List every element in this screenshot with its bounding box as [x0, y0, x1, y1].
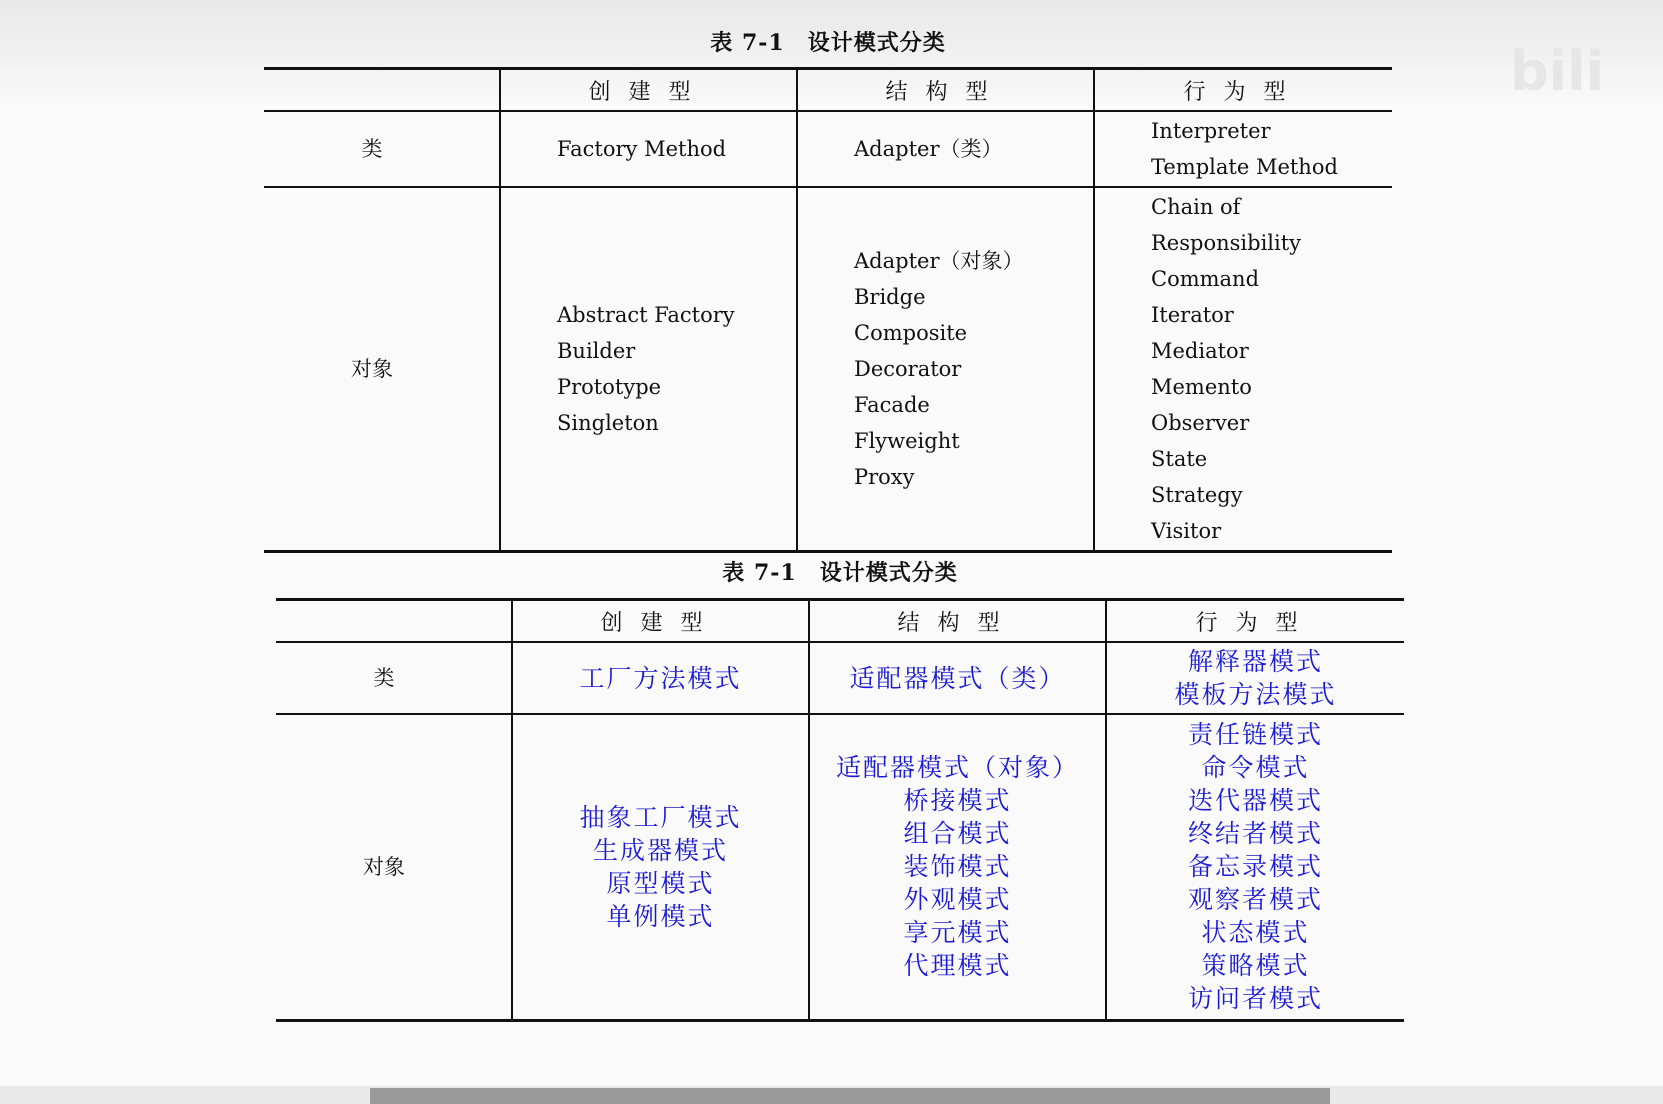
pattern-name: 组合模式: [903, 819, 1012, 849]
header-corner: [276, 600, 512, 643]
pattern-table-chinese: [276, 598, 1404, 1022]
pattern-name: Builder: [557, 339, 636, 363]
cell-behavioral: [1094, 187, 1392, 552]
pattern-name: Template Method: [1151, 155, 1338, 179]
pattern-name: Flyweight: [854, 429, 960, 453]
object-scope-row: [264, 187, 1392, 552]
pattern-name: 原型模式: [606, 868, 715, 898]
pattern-name: 适配器模式（对象）: [835, 753, 1079, 783]
header-structural: 结构型: [797, 69, 1094, 112]
pattern-name: Strategy: [1151, 483, 1243, 507]
pattern-name: 状态模式: [1201, 918, 1310, 948]
class-scope-row: [276, 642, 1404, 714]
pattern-name: 工厂方法模式: [579, 663, 742, 693]
pattern-table-english: [264, 67, 1392, 553]
row-label: 类: [276, 642, 512, 714]
cell-creational: [512, 714, 809, 1020]
pattern-name: 生成器模式: [592, 835, 728, 865]
cell-creational: [500, 111, 797, 187]
row-label: 对象: [276, 714, 512, 1020]
pattern-name: 模板方法模式: [1174, 680, 1337, 709]
pattern-name: Iterator: [1151, 303, 1234, 327]
pattern-name: 装饰模式: [903, 852, 1012, 882]
pattern-name: 观察者模式: [1187, 885, 1323, 915]
pattern-name: Proxy: [854, 465, 915, 489]
cell-creational: [500, 187, 797, 552]
table-caption-2: 表 7-1 设计模式分类: [722, 560, 958, 586]
pattern-name: Decorator: [854, 357, 962, 381]
cell-structural: [797, 111, 1094, 187]
pattern-name: 单例模式: [606, 901, 715, 931]
pattern-name: 外观模式: [903, 885, 1012, 915]
header-row: [264, 69, 1392, 112]
header-structural: 结构型: [809, 600, 1106, 643]
pattern-name: Interpreter: [1151, 119, 1271, 143]
pattern-name: Factory Method: [557, 137, 727, 161]
cell-structural: [809, 642, 1106, 714]
pattern-name: Observer: [1151, 411, 1250, 435]
pattern-name: Bridge: [854, 285, 926, 309]
pattern-name: Adapter（类）: [854, 137, 1003, 161]
header-behavioral: 行为型: [1094, 69, 1392, 112]
cell-behavioral: [1094, 111, 1392, 187]
pattern-name: Command: [1151, 267, 1260, 291]
pattern-name: Composite: [854, 321, 968, 345]
pattern-name: 终结者模式: [1187, 819, 1323, 849]
pattern-name: Abstract Factory: [557, 303, 735, 327]
cell-structural: [797, 187, 1094, 552]
pattern-name: 访问者模式: [1187, 984, 1323, 1014]
header-creational: 创建型: [512, 600, 809, 643]
header-corner: [264, 69, 500, 112]
header-behavioral: 行为型: [1106, 600, 1404, 643]
pattern-name: Adapter（对象）: [854, 249, 1024, 273]
horizontal-scrollbar-thumb[interactable]: [370, 1088, 1330, 1104]
cell-behavioral: [1106, 642, 1404, 714]
pattern-name: 桥接模式: [903, 786, 1012, 816]
pattern-name: 迭代器模式: [1187, 786, 1323, 816]
pattern-name: Chain of Responsibility: [1151, 195, 1302, 255]
pattern-name: 备忘录模式: [1187, 852, 1323, 882]
watermark-logo: bili: [1510, 40, 1605, 103]
pattern-name: Memento: [1151, 375, 1252, 399]
pattern-name: Prototype: [557, 375, 662, 399]
pattern-name: Facade: [854, 393, 930, 417]
pattern-name: 策略模式: [1201, 951, 1310, 981]
pattern-name: 抽象工厂模式: [579, 802, 742, 832]
pattern-name: 代理模式: [903, 951, 1012, 981]
pattern-name: 解释器模式: [1187, 647, 1323, 676]
pattern-name: 适配器模式（类）: [849, 663, 1066, 693]
table-caption-1: 表 7-1 设计模式分类: [710, 30, 946, 56]
pattern-name: 命令模式: [1201, 753, 1310, 783]
object-scope-row: [276, 714, 1404, 1020]
pattern-name: Singleton: [557, 411, 659, 435]
pattern-name: Visitor: [1151, 519, 1222, 543]
cell-creational: [512, 642, 809, 714]
class-scope-row: [264, 111, 1392, 187]
pattern-name: State: [1151, 447, 1208, 471]
pattern-name: 享元模式: [903, 918, 1012, 948]
cell-behavioral: [1106, 714, 1404, 1020]
header-creational: 创建型: [500, 69, 797, 112]
row-label: 对象: [264, 187, 500, 552]
pattern-name: 责任链模式: [1187, 720, 1323, 750]
pattern-name: Mediator: [1151, 339, 1249, 363]
row-label: 类: [264, 111, 500, 187]
header-row: [276, 600, 1404, 643]
cell-structural: [809, 714, 1106, 1020]
